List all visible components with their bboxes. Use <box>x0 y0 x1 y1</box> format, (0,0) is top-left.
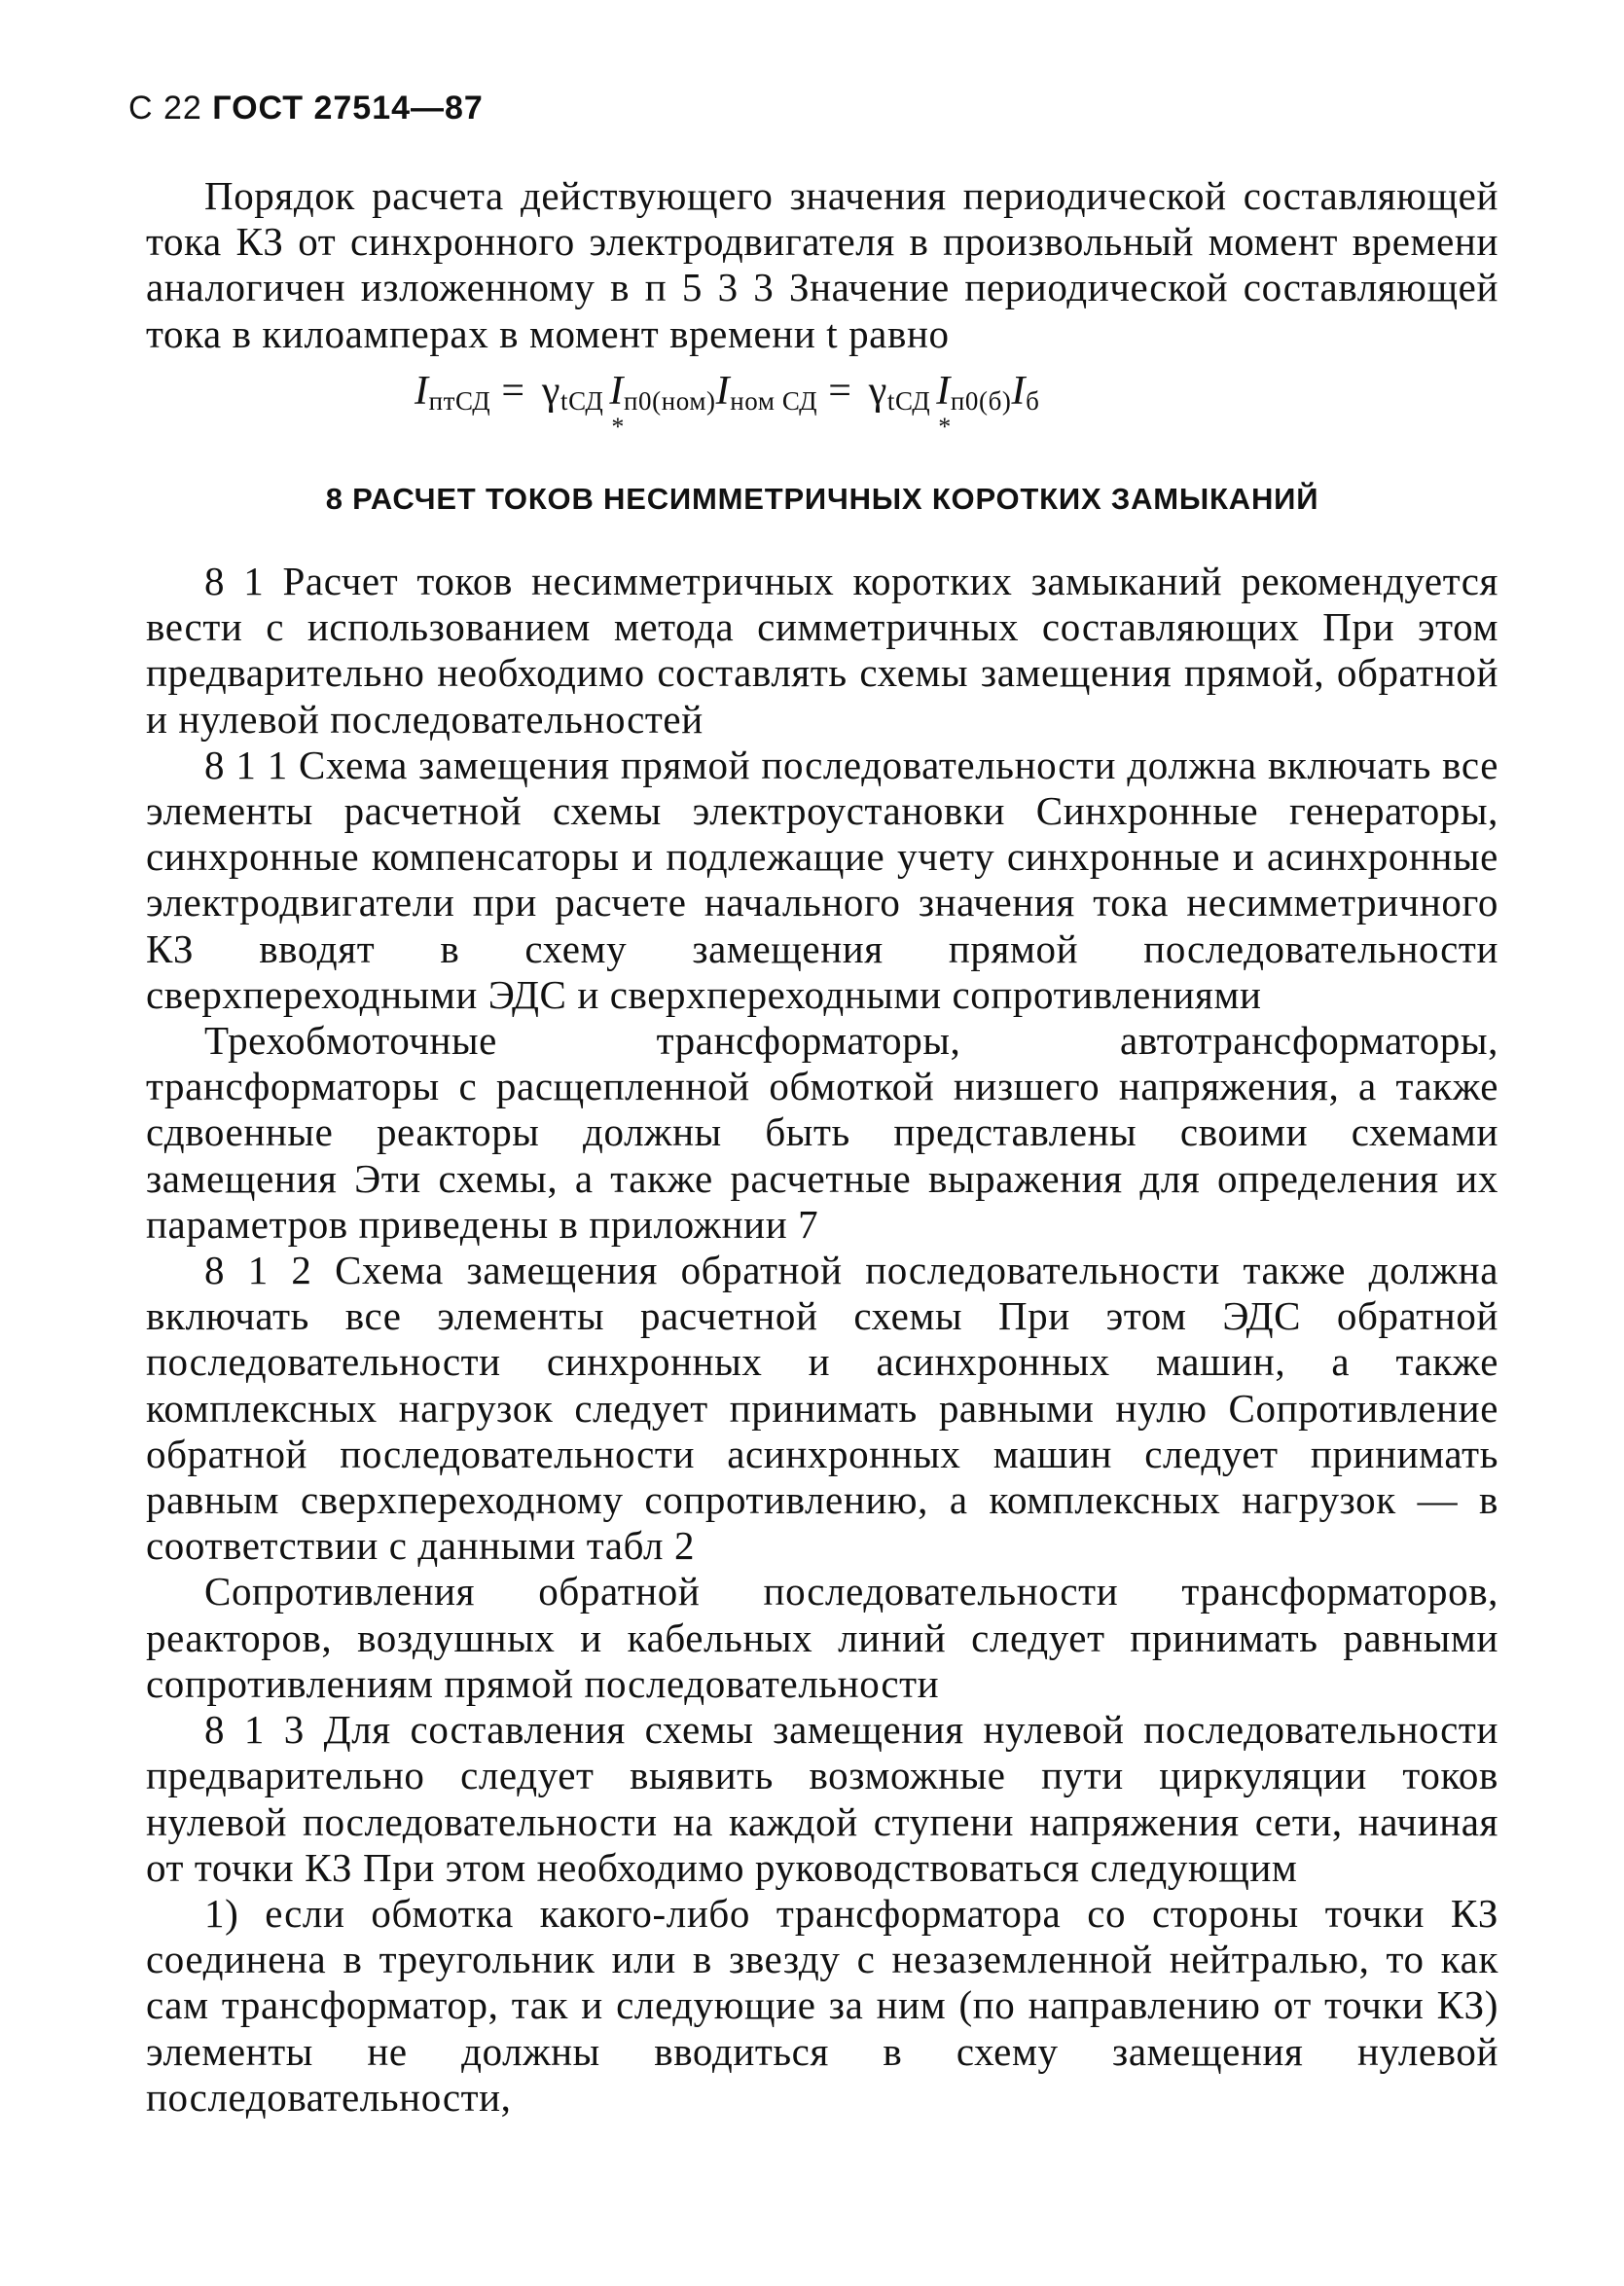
paragraph-8-1-1: 8 1 1 Схема замещения прямой последовательности должна включать все элементы расчетной схемы электроустановки Синхронные генераторы, синхронные компенсаторы и подлежащие учету синхронные и асинхронные электродвигатели при расчете начального значения тока несимметричного КЗ вводят в схему замещения прямой последовательности сверхпереходными ЭДС и сверхпереходными сопротивлениями <box>146 742 1498 1017</box>
paragraph-8-1: 8 1 Расчет токов несимметричных коротких замыканий рекомендуется вести с использованием метода симметричных составляющих При этом предварительно необходимо составлять схемы замещения прямой, обратной и нулевой последовательностей <box>146 559 1498 742</box>
paragraph: Порядок расчета действующего значения периодической составляющей тока КЗ от синхронного электродвигателя в произвольный момент времени аналогичен изложенному в п 5 3 3 Значение периодической составляющей тока в килоамперах в момент времени t равно <box>146 173 1498 356</box>
standard-designation: ГОСТ 27514—87 <box>212 90 484 127</box>
formula-term: $I_{ном СД}$ <box>715 368 818 416</box>
page-number: С 22 <box>128 90 202 127</box>
formula-term: $I_{птСД}$ <box>415 368 491 416</box>
formula-term: I $*_{п0(б)}$ <box>936 369 1011 414</box>
formula-term: $I_б$ <box>1011 368 1040 416</box>
formula-operator: = <box>490 368 536 414</box>
formula-term: $\gamma_{tСД}$ <box>541 368 604 416</box>
formula-term: I $*_{п0(ном)}$ <box>609 369 715 414</box>
document-body <box>146 173 1498 2121</box>
paragraph-transformers: Трехобмоточные трансформаторы, автотрансформаторы, трансформаторы с расщепленной обмоткой низшего напряжения, а также сдвоенные реакторы должны быть представлены своими схемами замещения Эти схемы, а также расчетные выражения для определения их параметров приведены в приложнии 7 <box>146 1018 1498 1247</box>
section-title: 8 РАСЧЕТ ТОКОВ НЕСИММЕТРИЧНЫХ КОРОТКИХ ЗАМЫКАНИЙ <box>325 481 1319 516</box>
formula <box>146 369 1498 451</box>
page-header <box>128 90 484 127</box>
formula-operator: = <box>817 368 863 414</box>
paragraph-8-1-3: 8 1 3 Для составления схемы замещения нулевой последовательности предварительно следует выявить возможные пути циркуляции токов нулевой последовательности на каждой ступени напряжения сети, начиная от точки КЗ При этом необходимо руководствоваться следующим <box>146 1707 1498 1890</box>
formula-term: $\gamma_{tСД}$ <box>868 368 931 416</box>
formula-expression <box>415 369 1039 424</box>
paragraph-8-1-2: 8 1 2 Схема замещения обратной последовательности также должна включать все элементы расчетной схемы При этом ЭДС обратной последовательности синхронных и асинхронных машин, а также комплексных нагрузок следует принимать равными нулю Сопротивление обратной последовательности асинхронных машин следует принимать равным сверхпереходному сопротивлению, а комплексных нагрузок — в соответствии с данными табл 2 <box>146 1248 1498 1569</box>
paragraph-negative-sequence: Сопротивления обратной последовательности трансформаторов, реакторов, воздушных и кабельных линий следует принимать равными сопротивлениям прямой последовательности <box>146 1569 1498 1706</box>
list-item-1: 1) если обмотка какого-либо трансформатора со стороны точки КЗ соединена в треугольник или в звезду с незаземленной нейтралью, то как сам трансформатор, так и следующие за ним (по направлению от точки КЗ) элементы не должны вводиться в схему замещения нулевой последовательности, <box>146 1890 1498 2120</box>
